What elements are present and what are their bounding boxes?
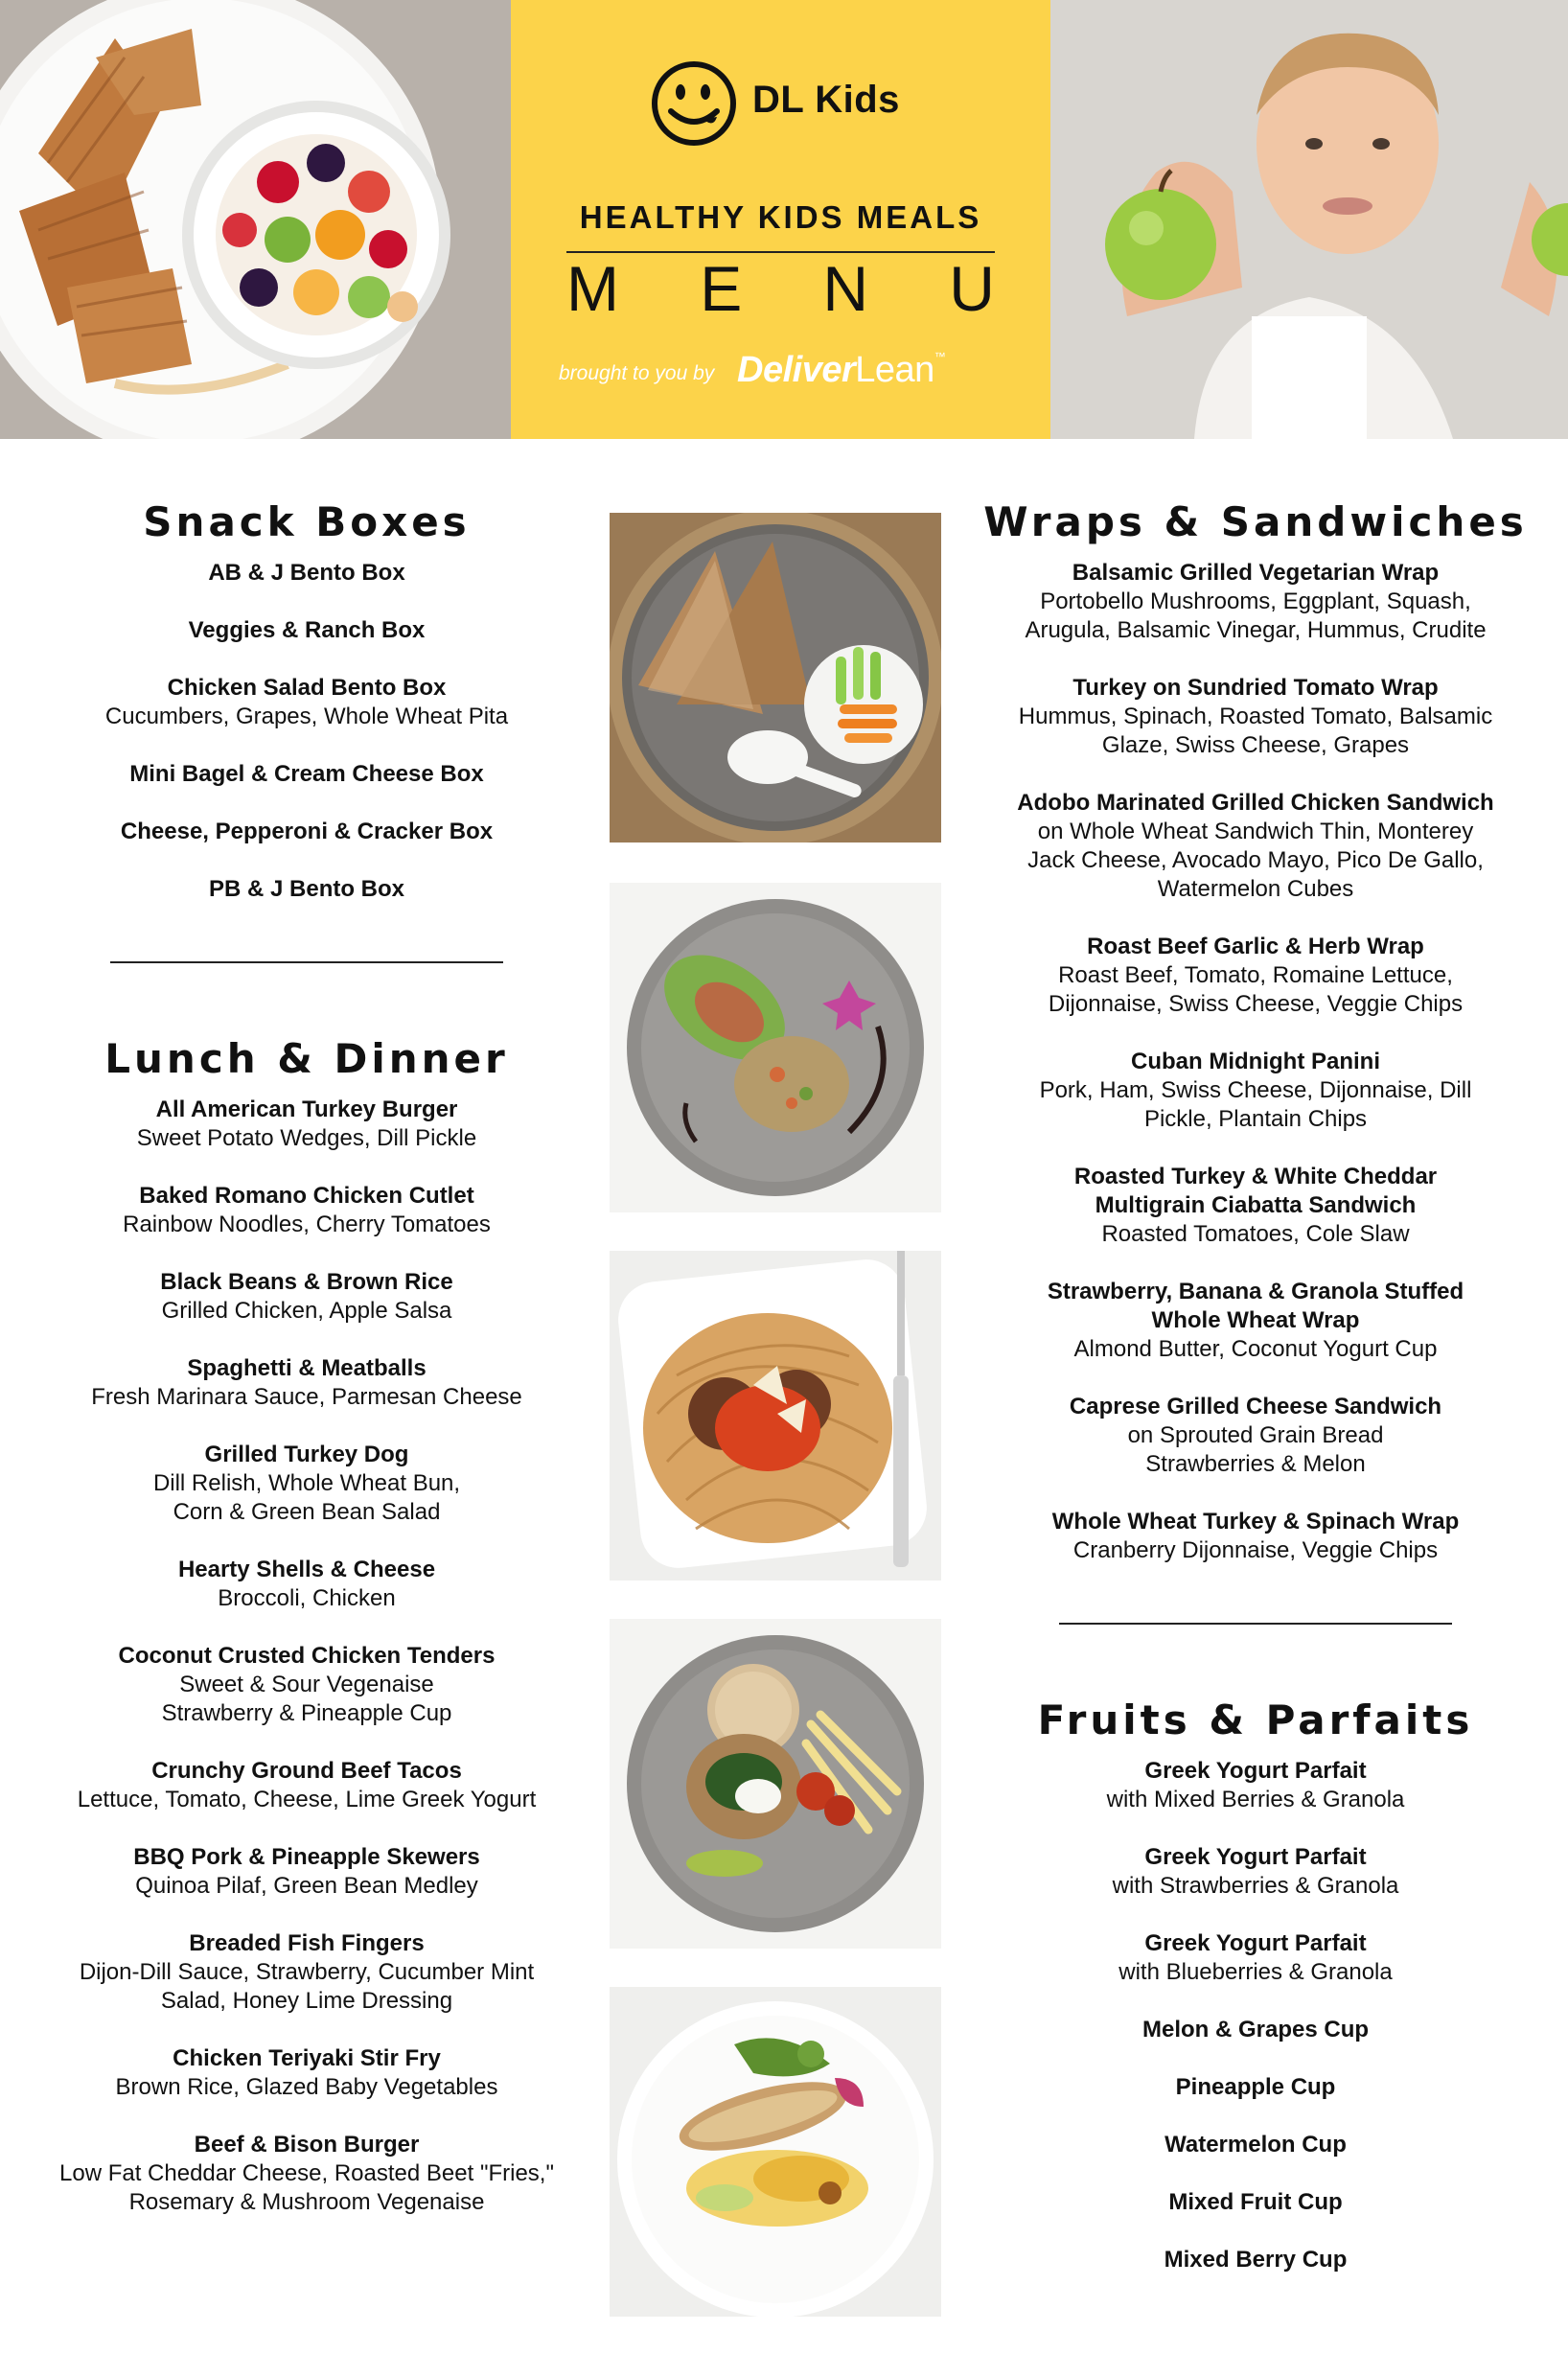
menu-item: [19, 760, 594, 789]
menu-item-description-line: Almond Butter, Coconut Yogurt Cup: [1073, 1336, 1438, 1362]
menu-item: [958, 559, 1553, 645]
menu-item-name: [958, 1048, 1553, 1076]
menu-item-description: [19, 703, 594, 731]
menu-item-name-line: Whole Wheat Turkey & Spinach Wrap: [1051, 1509, 1460, 1535]
menu-item-name: Chicken Salad Bento Box: [167, 675, 447, 701]
menu-item: [958, 1048, 1553, 1134]
menu-item: [958, 2188, 1553, 2217]
menu-item-name: [958, 933, 1553, 961]
menu-item: [958, 933, 1553, 1019]
brand-logo: [511, 59, 1050, 138]
menu-item-name: BBQ Pork & Pineapple Skewers: [133, 1844, 480, 1870]
menu-item-name: AB & J Bento Box: [208, 560, 405, 586]
section-divider: [1059, 1623, 1452, 1625]
menu-item-description-line: Sweet Potato Wedges, Dill Pickle: [136, 1125, 477, 1151]
menu-item-description: [958, 1421, 1553, 1479]
menu-item-description-line: Salad, Honey Lime Dressing: [160, 1988, 453, 2014]
menu-item-description-line: Rosemary & Mushroom Vegenaise: [128, 2189, 485, 2215]
menu-item-description-line: with Mixed Berries & Granola: [1106, 1787, 1405, 1812]
menu-item-description: [958, 818, 1553, 904]
menu-item: [19, 1843, 594, 1901]
waffles-fruit-photo: [0, 0, 511, 439]
menu-heading: [566, 255, 995, 322]
section-divider: [110, 961, 503, 963]
menu-letter: E: [700, 253, 743, 324]
menu-item-description: [19, 1671, 594, 1728]
menu-item-name: [958, 674, 1553, 703]
menu-item-name: [958, 789, 1553, 818]
section-title-snack-boxes: Snack Boxes: [143, 498, 471, 545]
header-divider: [566, 251, 995, 253]
menu-item-name-line: Balsamic Grilled Vegetarian Wrap: [1072, 560, 1440, 586]
menu-item-description-line: Grilled Chicken, Apple Salsa: [161, 1298, 452, 1324]
menu-item-name: Greek Yogurt Parfait: [1144, 1844, 1367, 1870]
menu-item-description-line: Lettuce, Tomato, Cheese, Lime Greek Yogurt: [77, 1787, 537, 1812]
menu-item-name-line: Whole Wheat Wrap: [1151, 1307, 1360, 1333]
menu-item-description-line: Roasted Tomatoes, Cole Slaw: [1101, 1221, 1410, 1247]
menu-item: [958, 2246, 1553, 2274]
menu-item-name: Black Beans & Brown Rice: [160, 1269, 453, 1295]
menu-item: [958, 2131, 1553, 2159]
menu-item-description: [958, 1536, 1553, 1565]
menu-item-description: [958, 703, 1553, 760]
menu-item: [958, 674, 1553, 760]
menu-item-description-line: Portobello Mushrooms, Eggplant, Squash,: [1040, 588, 1471, 614]
menu-item-name: All American Turkey Burger: [155, 1096, 458, 1122]
section-title-fruits-parfaits: Fruits & Parfaits: [1037, 1696, 1474, 1743]
menu-item-description: [19, 1958, 594, 2016]
menu-item-description: [19, 1383, 594, 1412]
menu-item: [958, 789, 1553, 904]
menu-item-description-line: Strawberry & Pineapple Cup: [161, 1700, 452, 1726]
smiley-logo-icon: [650, 59, 738, 148]
menu-letter: U: [949, 253, 995, 324]
menu-item: [958, 2016, 1553, 2044]
menu-item: [19, 616, 594, 645]
menu-item-description: [19, 1297, 594, 1326]
menu-item-name: Spaghetti & Meatballs: [187, 1355, 427, 1381]
menu-item-name-line: Strawberry, Banana & Granola Stuffed: [1047, 1279, 1464, 1304]
menu-item-name: Hearty Shells & Cheese: [177, 1557, 436, 1582]
menu-item: [958, 1929, 1553, 1987]
menu-item-description-line: with Blueberries & Granola: [1118, 1959, 1393, 1985]
left-column: [19, 494, 594, 2246]
menu-item-description: [958, 1220, 1553, 1249]
brought-by-text: brought to you by: [559, 362, 715, 384]
fruits-parfaits-list: [958, 1757, 1553, 2274]
menu-item: [19, 1354, 594, 1412]
trademark-mark: ™: [934, 350, 946, 363]
menu-item-name: PB & J Bento Box: [208, 876, 405, 902]
menu-item-name: Chicken Teriyaki Stir Fry: [173, 2045, 441, 2071]
menu-item-name-line: Cuban Midnight Panini: [1131, 1049, 1380, 1074]
menu-item: [958, 1508, 1553, 1565]
menu-item-description-line: with Strawberries & Granola: [1112, 1873, 1399, 1899]
menu-item-name: Mixed Fruit Cup: [1168, 2189, 1343, 2215]
menu-item: [19, 1096, 594, 1153]
menu-item-name-line: Multigrain Ciabatta Sandwich: [1095, 1192, 1417, 1218]
menu-item: [19, 1441, 594, 1527]
header-title: HEALTHY KIDS MEALS: [579, 199, 982, 235]
menu-item-name: [958, 1278, 1553, 1335]
menu-item-name: Coconut Crusted Chicken Tenders: [118, 1643, 496, 1669]
snack-boxes-list: [19, 559, 594, 904]
menu-item-name-line: Roasted Turkey & White Cheddar: [1073, 1164, 1438, 1189]
menu-item-description-line: Roast Beef, Tomato, Romaine Lettuce,: [1058, 962, 1453, 988]
menu-item-description: [958, 1076, 1553, 1134]
menu-item-description-line: Strawberries & Melon: [1145, 1451, 1366, 1477]
menu-item-name: [958, 1163, 1553, 1220]
menu-item-name: Greek Yogurt Parfait: [1144, 1930, 1367, 1956]
menu-item: [19, 1182, 594, 1239]
menu-item-description: [19, 1786, 594, 1814]
menu-item-description: [19, 1211, 594, 1239]
menu-item-name: Crunchy Ground Beef Tacos: [151, 1758, 462, 1784]
sponsor-name-light: Lean: [855, 350, 934, 390]
menu-item-name: [958, 559, 1553, 588]
menu-item-name: [958, 1508, 1553, 1536]
menu-item-description: [958, 1335, 1553, 1364]
menu-item-name: Cheese, Pepperoni & Cracker Box: [120, 819, 494, 844]
menu-item-description-line: Broccoli, Chicken: [218, 1585, 396, 1611]
menu-item-description-line: Hummus, Spinach, Roasted Tomato, Balsamic: [1018, 704, 1493, 729]
menu-item-description: [958, 1958, 1553, 1987]
menu-item-description-line: Dijon-Dill Sauce, Strawberry, Cucumber Mint: [79, 1959, 535, 1985]
menu-item: [958, 1393, 1553, 1479]
menu-item-description: [19, 1872, 594, 1901]
spaghetti-plate-photo: [610, 1251, 941, 1581]
menu-item-name-line: Turkey on Sundried Tomato Wrap: [1072, 675, 1439, 701]
menu-item-description-line: Watermelon Cubes: [1157, 876, 1354, 902]
menu-item-name: [958, 1393, 1553, 1421]
menu-item: [19, 818, 594, 846]
menu-item: [19, 1757, 594, 1814]
menu-item-name: Veggies & Ranch Box: [188, 617, 426, 643]
wrap-plate-photo: [610, 883, 941, 1212]
menu-item-description-line: Dijonnaise, Swiss Cheese, Veggie Chips: [1048, 991, 1464, 1017]
menu-item-description-line: Cranberry Dijonnaise, Veggie Chips: [1072, 1537, 1439, 1563]
menu-item-description: [19, 1469, 594, 1527]
menu-item-description-line: Pork, Ham, Swiss Cheese, Dijonnaise, Dill: [1039, 1077, 1472, 1103]
menu-item: [958, 1163, 1553, 1249]
menu-letter: M: [566, 253, 619, 324]
section-title-lunch-dinner: Lunch & Dinner: [104, 1035, 509, 1082]
header-title-panel: [511, 0, 1050, 439]
menu-item-description: [19, 1124, 594, 1153]
menu-item-name: Baked Romano Chicken Cutlet: [139, 1183, 474, 1209]
menu-item-name: Mixed Berry Cup: [1164, 2247, 1348, 2273]
menu-item-description: [19, 2073, 594, 2102]
menu-item: [19, 559, 594, 588]
menu-item: [958, 1757, 1553, 1814]
menu-item-name: Melon & Grapes Cup: [1141, 2017, 1370, 2042]
menu-item-description: [958, 1872, 1553, 1901]
menu-item-description-line: Dill Relish, Whole Wheat Bun,: [152, 1470, 461, 1496]
menu-item: [19, 674, 594, 731]
sponsor-logo: [737, 350, 945, 391]
menu-item: [958, 1278, 1553, 1364]
menu-item-name: Grilled Turkey Dog: [204, 1442, 409, 1467]
menu-item-description-line: on Sprouted Grain Bread: [1127, 1422, 1384, 1448]
menu-item: [958, 2073, 1553, 2102]
menu-item-description: [19, 1584, 594, 1613]
menu-item-description-line: Glaze, Swiss Cheese, Grapes: [1101, 732, 1410, 758]
menu-item-name: Beef & Bison Burger: [194, 2132, 420, 2158]
menu-item-description-line: Rainbow Noodles, Cherry Tomatoes: [123, 1212, 491, 1237]
menu-item: [19, 1929, 594, 2016]
menu-item-description-line: Sweet & Sour Vegenaise: [179, 1672, 434, 1697]
menu-item-name-line: Caprese Grilled Cheese Sandwich: [1069, 1394, 1442, 1419]
right-column: [958, 494, 1553, 2303]
menu-item-description-line: Corn & Green Bean Salad: [173, 1499, 441, 1525]
menu-item-name-line: Adobo Marinated Grilled Chicken Sandwich: [1017, 790, 1494, 816]
menu-item: [19, 1268, 594, 1326]
menu-item: [19, 2044, 594, 2102]
menu-item: [19, 1642, 594, 1728]
menu-item-description: [958, 1786, 1553, 1814]
menu-item: [958, 1843, 1553, 1901]
menu-item-description-line: Low Fat Cheddar Cheese, Roasted Beet "Fries,": [59, 2160, 554, 2186]
menu-item-name-line: Roast Beef Garlic & Herb Wrap: [1087, 934, 1424, 959]
menu-item-description-line: Brown Rice, Glazed Baby Vegetables: [115, 2074, 498, 2100]
menu-item-name: Breaded Fish Fingers: [189, 1930, 425, 1956]
menu-item: [19, 875, 594, 904]
menu-item-description-line: Arugula, Balsamic Vinegar, Hummus, Crudite: [1025, 617, 1487, 643]
menu-item-name: Pineapple Cup: [1175, 2074, 1336, 2100]
menu-item-description: [958, 588, 1553, 645]
lunch-dinner-list: [19, 1096, 594, 2217]
sandwich-plate-photo: [610, 513, 941, 842]
menu-item-description-line: on Whole Wheat Sandwich Thin, Monterey: [1037, 819, 1474, 844]
menu-letter: N: [822, 253, 869, 324]
menu-item-name: Greek Yogurt Parfait: [1144, 1758, 1367, 1784]
menu-item: [19, 1556, 594, 1613]
wraps-sandwiches-list: [958, 559, 1553, 1565]
menu-item-description-line: Cucumbers, Grapes, Whole Wheat Pita: [104, 704, 509, 729]
fish-fingers-plate-photo: [610, 1987, 941, 2317]
menu-item-description: [19, 2159, 594, 2217]
menu-item-description-line: Fresh Marinara Sauce, Parmesan Cheese: [91, 1384, 522, 1410]
sponsor-name-bold: Deliver: [737, 350, 856, 390]
menu-item-name: Watermelon Cup: [1164, 2132, 1347, 2158]
menu-item-description-line: Jack Cheese, Avocado Mayo, Pico De Gallo,: [1027, 847, 1484, 873]
menu-item-description: [958, 961, 1553, 1019]
menu-item-name: Mini Bagel & Cream Cheese Box: [129, 761, 484, 787]
chicken-plate-photo: [610, 1619, 941, 1949]
menu-header: [0, 0, 1568, 439]
section-title-wraps-sandwiches: Wraps & Sandwiches: [983, 498, 1528, 545]
menu-item: [19, 2131, 594, 2217]
brand-name: DL Kids: [752, 79, 900, 121]
kid-apples-photo: [1050, 0, 1568, 439]
menu-item-description-line: Quinoa Pilaf, Green Bean Medley: [135, 1873, 478, 1899]
menu-item-description-line: Pickle, Plantain Chips: [1143, 1106, 1368, 1132]
